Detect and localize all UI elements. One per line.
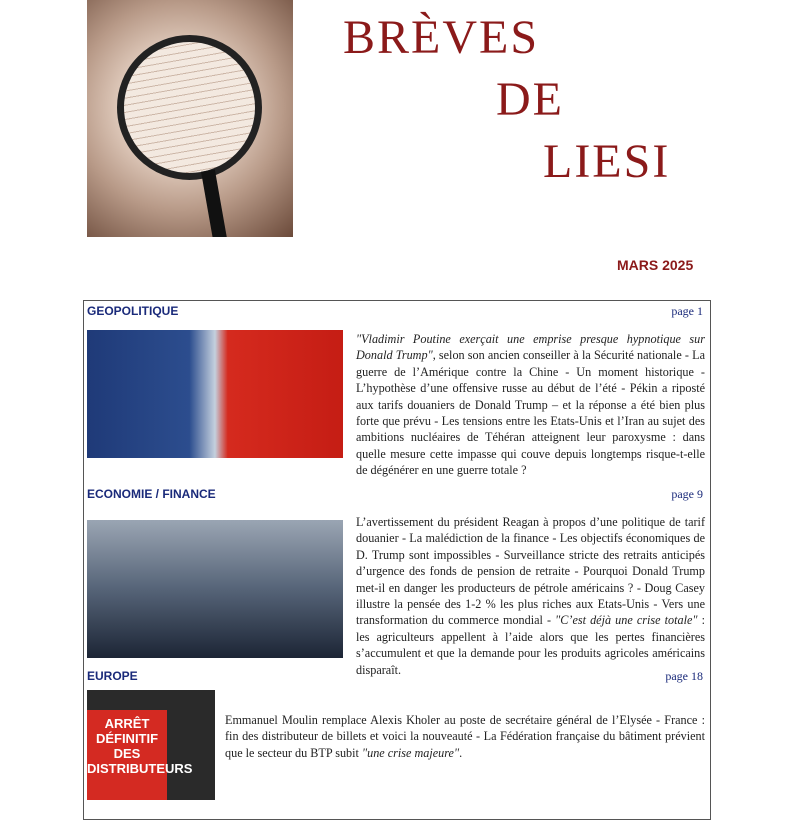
issue-date: MARS 2025 — [617, 257, 694, 273]
section-title-economie: ECONOMIE / FINANCE — [87, 487, 216, 501]
atm-sign-image — [87, 690, 215, 800]
section-title-geopolitique: GEOPOLITIQUE — [87, 304, 179, 318]
body: . — [459, 745, 463, 760]
title-line-1: BRÈVES — [343, 11, 540, 64]
section-text — [356, 514, 705, 678]
quote: "une crise majeure" — [361, 745, 460, 760]
title-line-3: LIESI — [543, 135, 671, 188]
quote: "Vladimir Poutine exerçait une emprise presque hypnotique sur Donald Trump" — [356, 332, 705, 363]
section-text — [356, 331, 705, 479]
quote: "C’est déjà une crise totale" — [555, 613, 698, 628]
body: L’avertissement du président Reagan à propos d’une politique de tarif douanier - La malédiction de la finance - Les objectifs économiques de D. Trump sont impossibles - Surveillance stricte des retraits anticipés d’urgence des fonds de pension de retraite - Pourquoi Donald Trump met-il en danger les producteurs de pétrole américains ? - Doug Casey illustre la pensée des 1-2 % les plus riches aux Etats-Unis - Vers une transformation du commerce mondial - — [356, 515, 705, 628]
title-line-2: DE — [496, 73, 564, 126]
trump-image — [87, 520, 343, 658]
section-text — [225, 712, 705, 761]
lens-icon — [117, 35, 262, 180]
body: , selon son ancien conseiller à la Sécurité nationale - La guerre de l’Amérique contre la Chine - Un moment historique - L’hypothèse d’une offensive russe au début de l’été - Pékin a riposté aux tarifs douaniers de Donald Trump – et la réponse a été bien plus forte que prévu - Les tensions entre les Etats-Unis et l’Iran au sujet des ambitions nucléaires de Téhéran atteignent leur paroxysme : dans quelle mesure cette impasse qui couve depuis longtemps risque-t-elle de dégénérer en une guerre totale ? — [356, 348, 705, 478]
us-china-flags-image — [87, 330, 343, 458]
sign-text: ARRÊT DÉFINITIF DES DISTRIBUTEURS — [87, 710, 167, 800]
magnifying-glass-image — [87, 0, 293, 237]
body: Emmanuel Moulin remplace Alexis Kholer au poste de secrétaire général de l’Elysée - France : fin des distributeur de billets et voici la nouveauté - La Fédération française du bâtiment prévient que le secteur du BTP subit — [225, 713, 705, 760]
handle-icon — [201, 169, 227, 237]
section-title-europe: EUROPE — [87, 669, 138, 683]
page-ref[interactable]: page 9 — [671, 487, 703, 501]
page-ref[interactable]: page 18 — [665, 669, 703, 683]
page-ref[interactable]: page 1 — [671, 304, 703, 318]
body: : les agriculteurs appellent à l’aide alors que les pertes financières s’accumulent et que la demande pour les produits agricoles américains disparaît. — [356, 613, 705, 677]
